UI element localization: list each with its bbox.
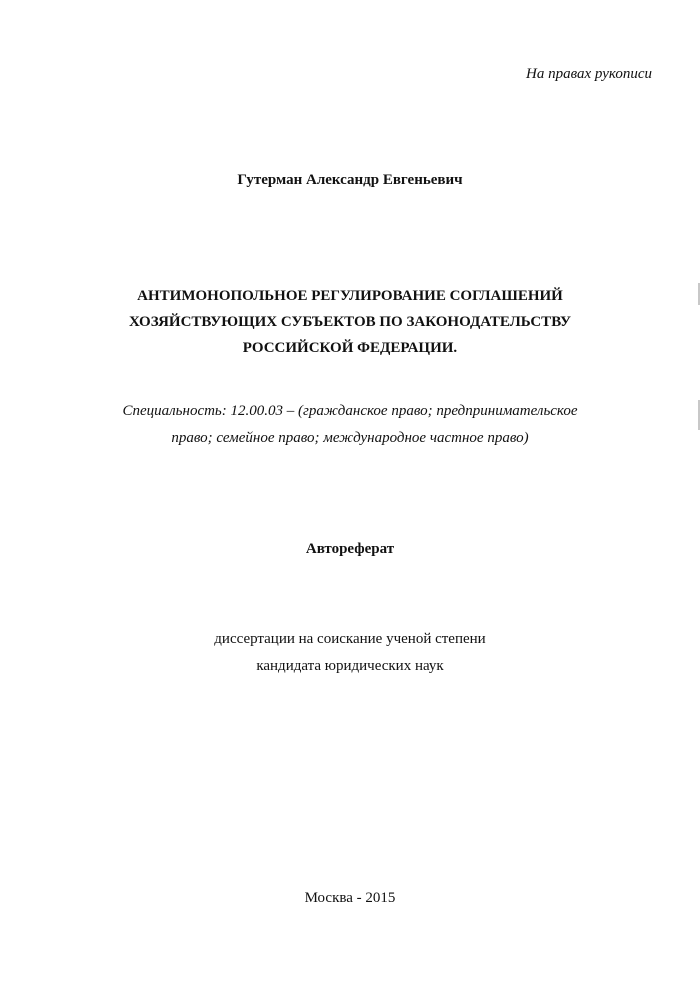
- degree-line: диссертации на соискание ученой степени: [214, 631, 486, 647]
- specialty-line: право; семейное право; международное частное право): [171, 430, 529, 446]
- title-line: ХОЗЯЙСТВУЮЩИХ СУБЪЕКТОВ ПО ЗАКОНОДАТЕЛЬСТВУ: [128, 314, 571, 330]
- specialty: [40, 398, 660, 452]
- rights-note: На правах рукописи: [526, 66, 652, 82]
- author-name: Гутерман Александр Евгеньевич: [237, 172, 463, 188]
- city-year: Москва - 2015: [304, 890, 396, 906]
- degree-description: [0, 626, 700, 680]
- dissertation-title: [40, 283, 660, 361]
- degree-line: кандидата юридических наук: [256, 658, 444, 674]
- document-type: Автореферат: [305, 541, 395, 557]
- specialty-line: Специальность: 12.00.03 – (гражданское право; предпринимательское: [122, 403, 578, 419]
- title-line: АНТИМОНОПОЛЬНОЕ РЕГУЛИРОВАНИЕ СОГЛАШЕНИЙ: [137, 288, 563, 304]
- title-line: РОССИЙСКОЙ ФЕДЕРАЦИИ.: [242, 340, 458, 356]
